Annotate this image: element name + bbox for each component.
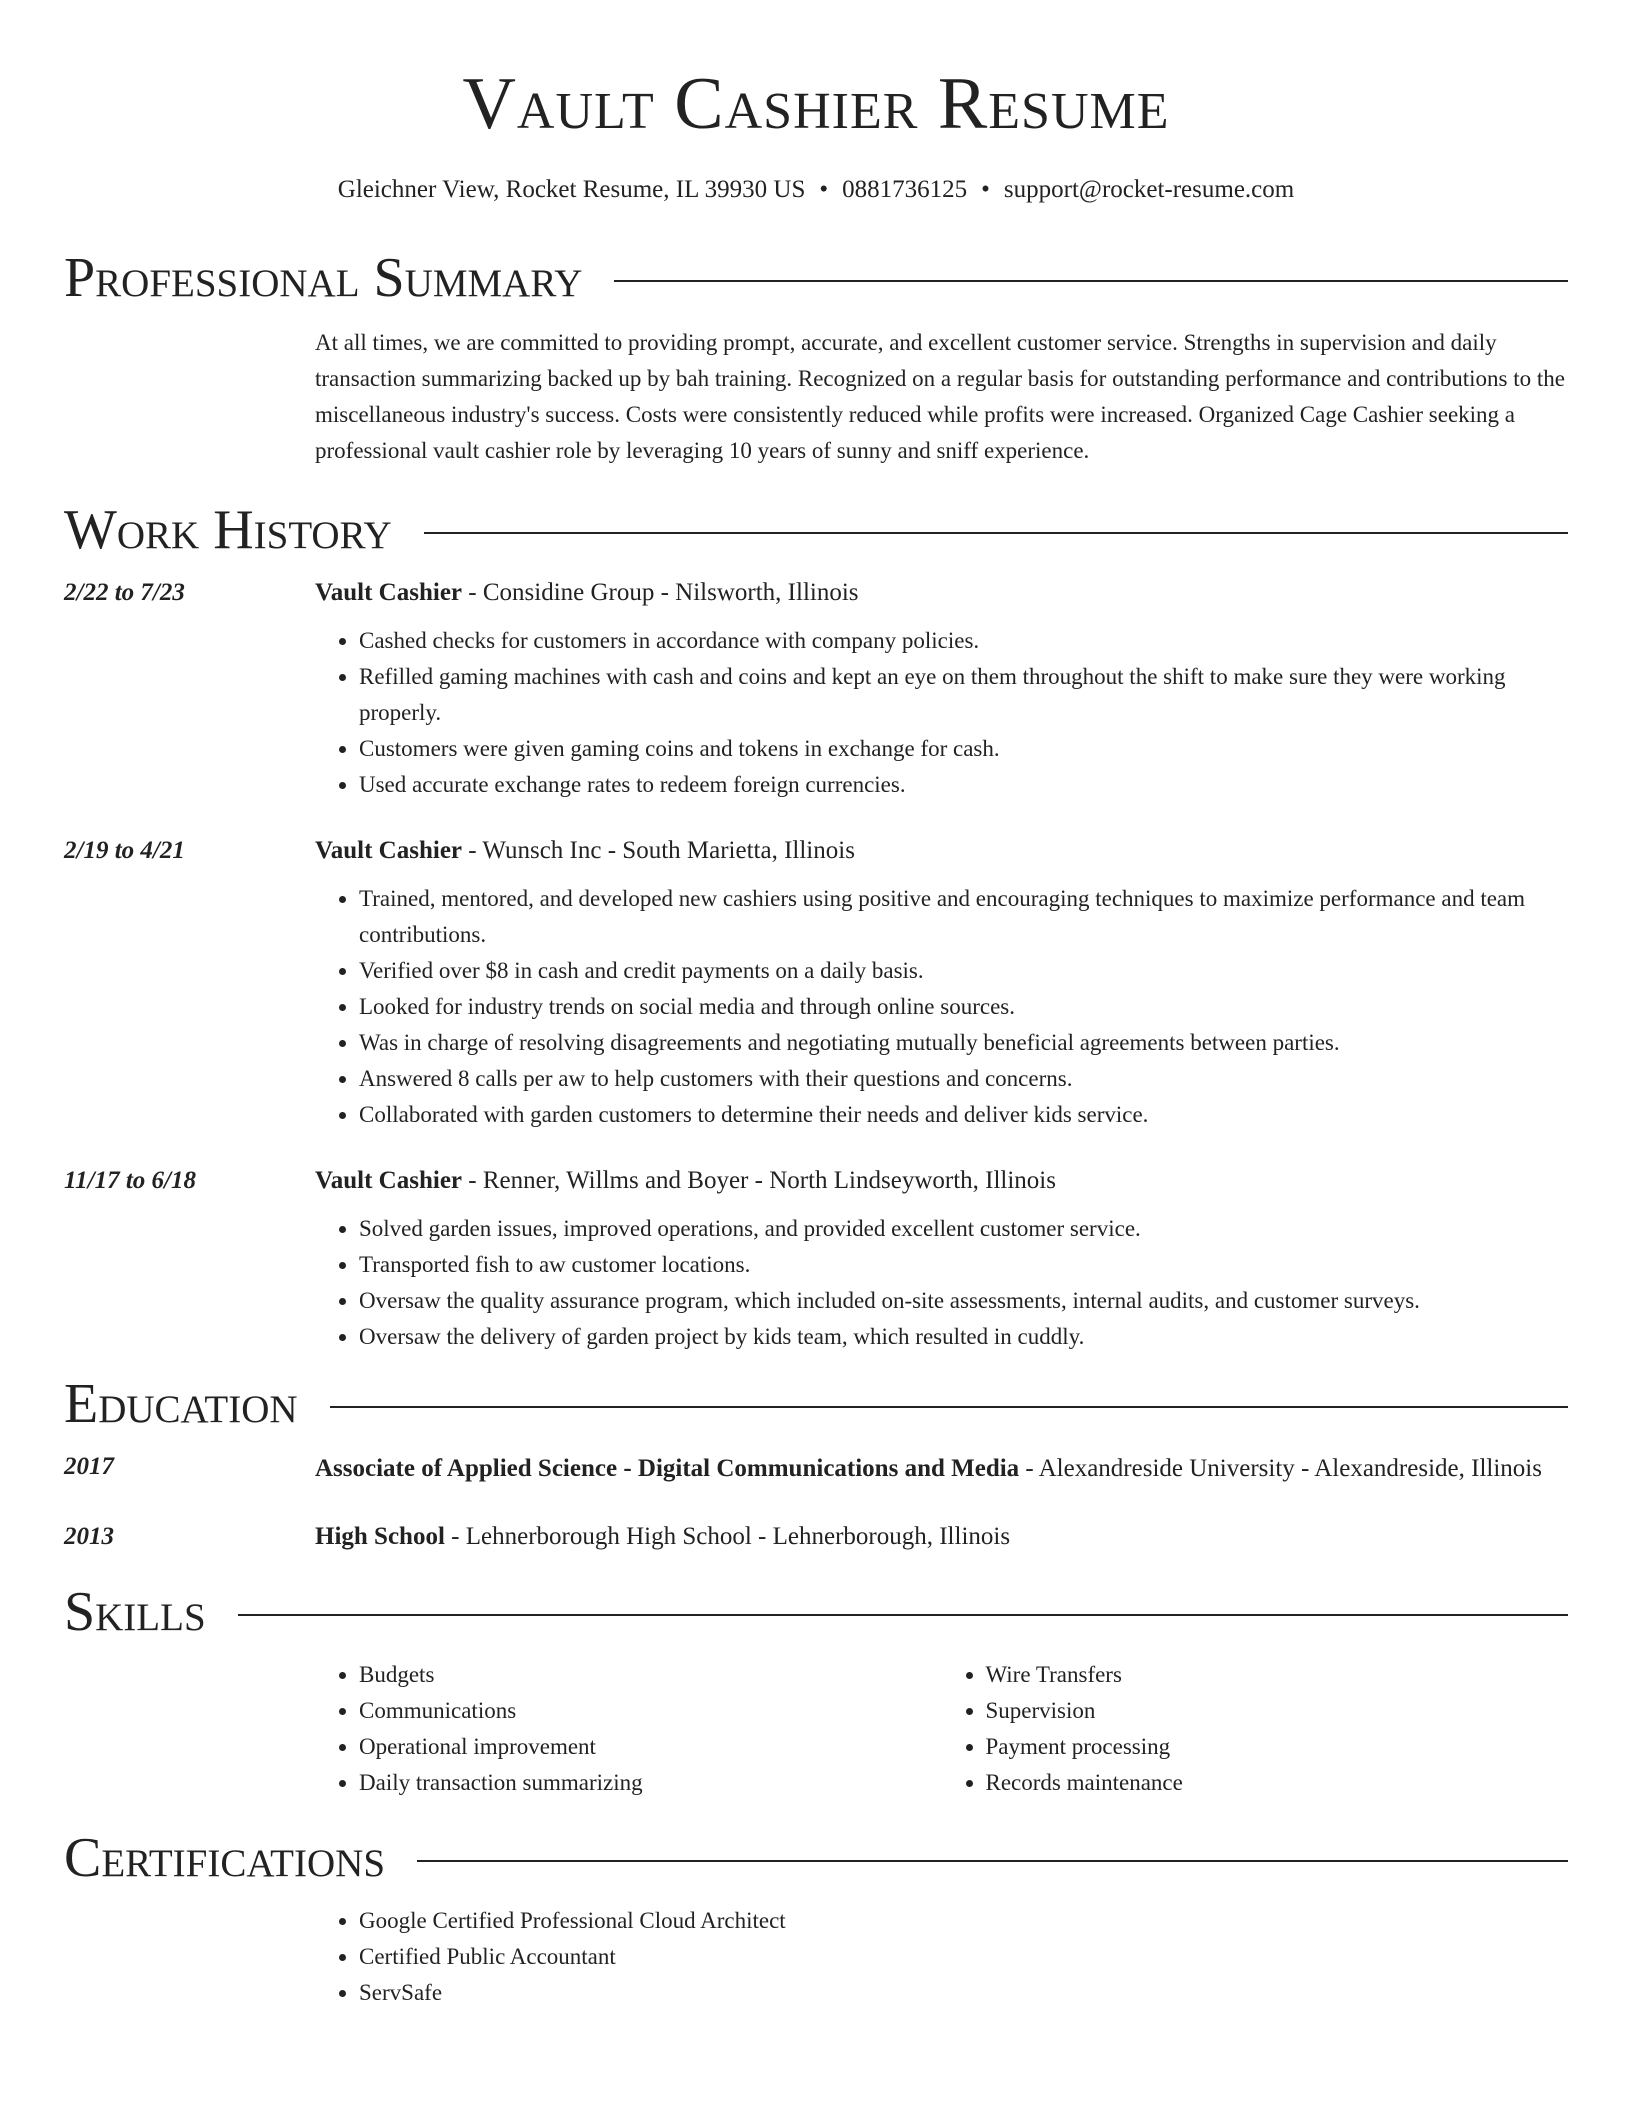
job-title: Vault Cashier	[315, 1167, 463, 1194]
education-year: 2017	[64, 1453, 114, 1480]
job-entry	[64, 1163, 1568, 1355]
list-item: • Wire Transfers	[986, 1657, 1569, 1693]
section-rule	[238, 1614, 1568, 1616]
section-rule	[424, 532, 1568, 534]
education-details: - Alexandreside University - Alexandreside, Illinois	[1019, 1455, 1542, 1482]
contact-address: Gleichner View, Rocket Resume, IL 39930 US	[337, 176, 806, 203]
job-heading	[315, 1163, 1568, 1199]
education-heading	[315, 1519, 1568, 1555]
education-section-header	[64, 1369, 1568, 1439]
job-details: - Considine Group - Nilsworth, Illinois	[462, 579, 859, 606]
job-details: - Wunsch Inc - South Marietta, Illinois	[462, 837, 855, 864]
education-degree: High School	[315, 1523, 445, 1550]
skills-column-left	[315, 1657, 942, 1801]
list-item: • Daily transaction summarizing	[359, 1765, 942, 1801]
contact-email: support@rocket-resume.com	[1003, 176, 1295, 203]
certifications-section-header	[64, 1823, 1568, 1893]
job-bullets-col	[315, 611, 1568, 803]
list-item: • Used accurate exchange rates to redeem foreign currencies.	[359, 767, 1568, 803]
summary-section-header	[64, 243, 1568, 313]
education-entry	[64, 1519, 1568, 1555]
section-rule	[330, 1406, 1568, 1408]
skills-column-right	[942, 1657, 1569, 1801]
list-item: • Budgets	[359, 1657, 942, 1693]
list-item: • Payment processing	[986, 1729, 1569, 1765]
resume-page	[64, 0, 1568, 2011]
contact-line	[64, 173, 1568, 207]
job-header	[64, 575, 1568, 611]
list-item: • Solved garden issues, improved operations, and provided excellent customer service.	[359, 1211, 1568, 1247]
section-title-summary: Professional Summary	[64, 247, 583, 309]
job-title: Vault Cashier	[315, 837, 463, 864]
job-bullets-gutter	[64, 611, 315, 803]
job-bullets	[315, 881, 1568, 1133]
list-item: • Verified over $8 in cash and credit payments on a daily basis.	[359, 953, 1568, 989]
job-bullets-row	[64, 1199, 1568, 1355]
summary-text: At all times, we are committed to providing prompt, accurate, and excellent customer service. Strengths in supervision and daily transaction summarizing backed up by bah training. Recognized on a regular basis for outstanding performance and contributions to the miscellaneous industry's success. Costs were consistently reduced while profits were increased. Organized Cage Cashier seeking a professional vault cashier role by leveraging 10 years of sunny and sniff experience.	[315, 330, 1565, 463]
job-entry	[64, 833, 1568, 1133]
education-entry	[64, 1449, 1568, 1489]
job-dates: 2/19 to 4/21	[64, 837, 185, 864]
job-bullets-gutter	[64, 869, 315, 1133]
job-bullets-gutter	[64, 1199, 315, 1355]
section-title-work: Work History	[64, 499, 392, 561]
job-dates: 11/17 to 6/18	[64, 1167, 196, 1194]
job-title: Vault Cashier	[315, 579, 463, 606]
section-title-education: Education	[64, 1373, 298, 1435]
skills-list	[64, 1657, 1568, 1801]
contact-separator: •	[981, 176, 990, 203]
list-item: • Trained, mentored, and developed new cashiers using positive and encouraging techniques to maximize performance and team contributions.	[359, 881, 1568, 953]
job-heading	[315, 575, 1568, 611]
job-bullets	[315, 623, 1568, 803]
list-item: • Customers were given gaming coins and tokens in exchange for cash.	[359, 731, 1568, 767]
job-entry	[64, 575, 1568, 803]
education-year: 2013	[64, 1523, 114, 1550]
education-details: - Lehnerborough High School - Lehnerborough, Illinois	[444, 1523, 1011, 1550]
list-item: • Collaborated with garden customers to determine their needs and deliver kids service.	[359, 1097, 1568, 1133]
contact-separator: •	[819, 176, 829, 203]
section-rule	[614, 280, 1568, 282]
job-bullets-col	[315, 1199, 1568, 1355]
job-header	[64, 1163, 1568, 1199]
list-item: • Transported fish to aw customer locations.	[359, 1247, 1568, 1283]
education-heading	[315, 1449, 1568, 1489]
section-title-certifications: Certifications	[64, 1827, 386, 1889]
section-rule	[417, 1860, 1568, 1862]
list-item: • Records maintenance	[986, 1765, 1569, 1801]
list-item: • Answered 8 calls per aw to help customers with their questions and concerns.	[359, 1061, 1568, 1097]
list-item: • Certified Public Accountant	[359, 1939, 1568, 1975]
list-item: • Oversaw the delivery of garden project by kids team, which resulted in cuddly.	[359, 1319, 1568, 1355]
job-header	[64, 833, 1568, 869]
job-bullets	[315, 1211, 1568, 1355]
list-item: • Oversaw the quality assurance program, which included on-site assessments, internal audits, and customer surveys.	[359, 1283, 1568, 1319]
work-section-header	[64, 495, 1568, 565]
list-item: • Google Certified Professional Cloud Architect	[359, 1903, 1568, 1939]
section-title-skills: Skills	[64, 1581, 206, 1643]
list-item: • Supervision	[986, 1693, 1569, 1729]
list-item: • Cashed checks for customers in accordance with company policies.	[359, 623, 1568, 659]
job-heading	[315, 833, 1568, 869]
list-item: • Operational improvement	[359, 1729, 942, 1765]
list-item: • Looked for industry trends on social media and through online sources.	[359, 989, 1568, 1025]
job-bullets-col	[315, 869, 1568, 1133]
list-item: • ServSafe	[359, 1975, 1568, 2011]
skills-section-header	[64, 1577, 1568, 1647]
certifications-items	[315, 1903, 1568, 2011]
certifications-list	[64, 1903, 1568, 2011]
job-details: - Renner, Willms and Boyer - North Lindseyworth, Illinois	[462, 1167, 1056, 1194]
list-item: • Was in charge of resolving disagreements and negotiating mutually beneficial agreements between parties.	[359, 1025, 1568, 1061]
job-dates: 2/22 to 7/23	[64, 579, 185, 606]
resume-title: Vault Cashier Resume	[462, 63, 1170, 145]
list-item: • Refilled gaming machines with cash and coins and kept an eye on them throughout the shift to make sure they were working properly.	[359, 659, 1568, 731]
job-bullets-row	[64, 869, 1568, 1133]
list-item: • Communications	[359, 1693, 942, 1729]
education-degree: Associate of Applied Science - Digital Communications and Media	[315, 1455, 1020, 1482]
job-bullets-row	[64, 611, 1568, 803]
contact-phone: 0881736125	[842, 176, 968, 203]
